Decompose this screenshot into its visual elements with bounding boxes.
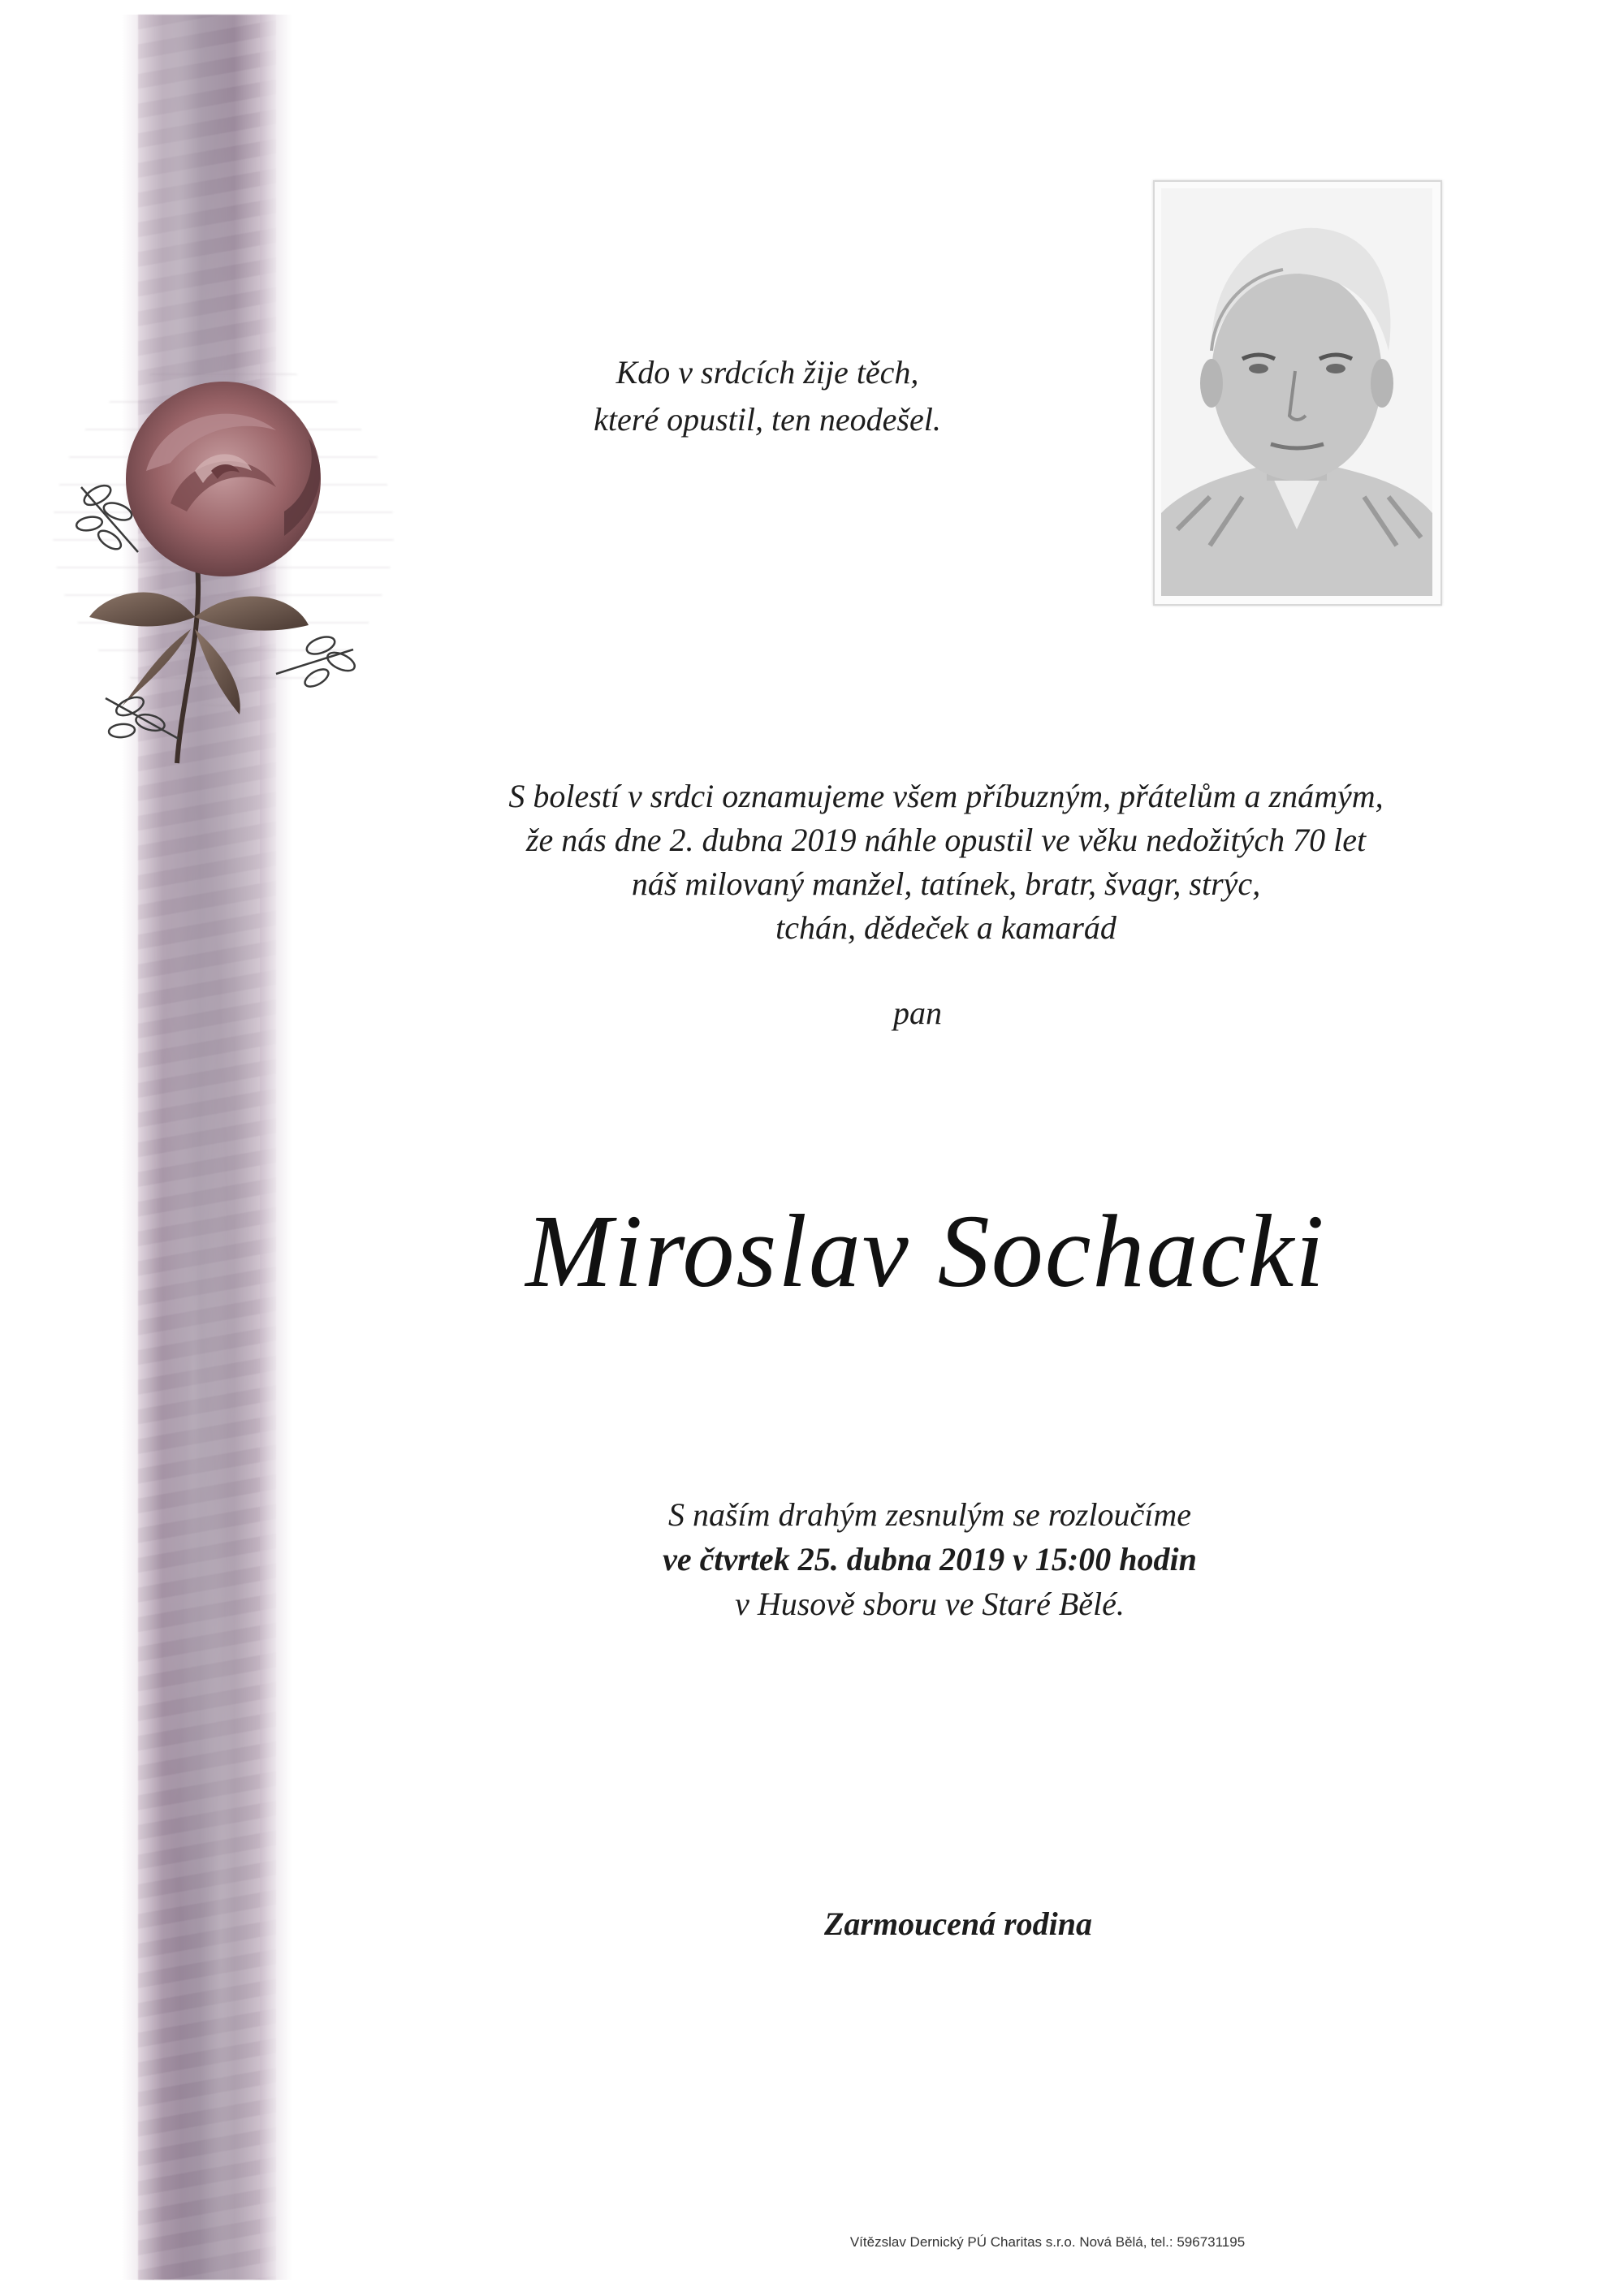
title-prefix: pan <box>893 995 942 1031</box>
farewell-details <box>422 1492 1437 1626</box>
farewell-date: ve čtvrtek 25. dubna 2019 v 15:00 hodin <box>663 1541 1197 1577</box>
signature: Zarmoucená rodina <box>823 1905 1093 1942</box>
announcement-line: náš milovaný manžel, tatínek, bratr, švagr, strýc, <box>631 865 1261 902</box>
motto-line: které opustil, ten neodešel. <box>594 401 941 438</box>
motto-line: Kdo v srdcích žije těch, <box>615 354 919 391</box>
farewell-place: v Husově sboru ve Staré Bělé. <box>735 1586 1125 1622</box>
announcement-line: že nás dne 2. dubna 2019 náhle opustil ve věku nedožitých 70 let <box>525 822 1367 858</box>
deceased-name: Miroslav Sochacki <box>525 1193 1326 1309</box>
farewell-line: S naším drahým zesnulým se rozloučíme <box>667 1496 1191 1533</box>
announcement-line: S bolestí v srdci oznamujeme všem příbuzným, přátelům a známým, <box>508 778 1384 814</box>
portrait-photo <box>1153 180 1442 606</box>
rose-icon <box>73 349 398 771</box>
announcement-line: tchán, dědeček a kamarád <box>775 909 1116 946</box>
announcement <box>341 775 1551 950</box>
footer-contact: Vítězslav Dernický PÚ Charitas s.r.o. Nová Bělá, tel.: 596731195 <box>849 2234 1246 2250</box>
motto <box>471 349 1064 443</box>
